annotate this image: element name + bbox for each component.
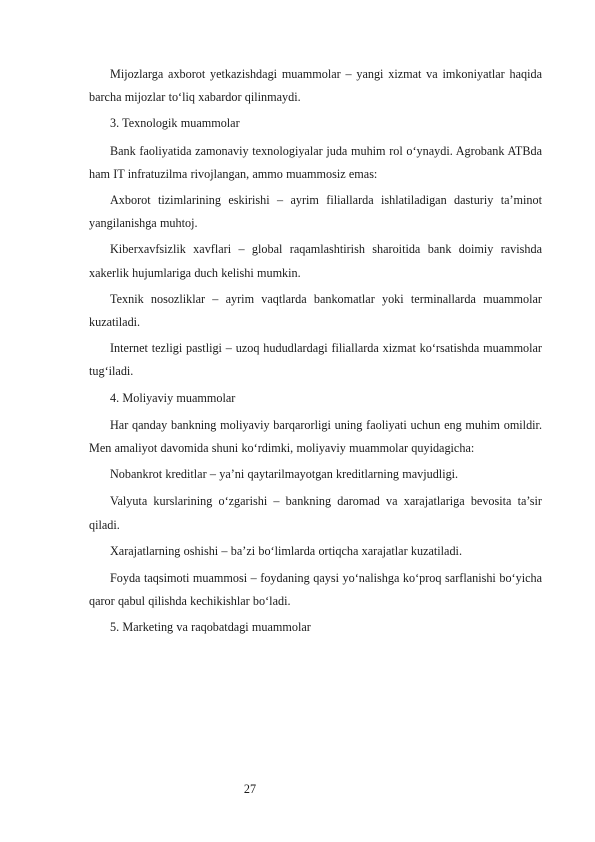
paragraph-outdated-systems: Axborot tizimlarining eskirishi – ayrim filiallarda ishlatiladigan dasturiy ta’minot yangilanishga muhtoj.	[89, 193, 542, 231]
paragraph-bad-loans: Nobankrot kreditlar – ya’ni qaytarilmayotgan kreditlarning mavjudligi.	[110, 467, 459, 482]
paragraph-profit-distribution: Foyda taqsimoti muammosi – foydaning qaysi yo‘nalishga ko‘proq sarflanishi bo‘yicha qaror qabul qilishda kechikishlar bo‘ladi.	[89, 571, 542, 609]
paragraph-technology-intro: Bank faoliyatida zamonaviy texnologiyalar juda muhim rol o‘ynaydi. Agrobank ATBda ham IT infratuzilma rivojlangan, ammo muammosiz emas:	[89, 143, 542, 181]
paragraph-internet-speed: Internet tezligi pastligi – uzoq hududlardagi filiallarda xizmat ko‘rsatishda muammolar tug‘iladi.	[89, 341, 542, 379]
paragraph-currency-rates: Valyuta kurslarining o‘zgarishi – bankning daromad va xarajatlariga bevosita ta’sir qiladi.	[89, 494, 542, 532]
paragraph-cybersecurity: Kiberxavfsizlik xavflari – global raqamlashtirish sharoitida bank doimiy ravishda xakerlik hujumlariga duch kelishi mumkin.	[89, 242, 542, 280]
page-body	[89, 63, 542, 644]
heading-marketing-problems: 5. Marketing va raqobatdagi muammolar	[110, 620, 311, 635]
heading-financial-problems: 4. Moliyaviy muammolar	[110, 390, 236, 405]
paragraph-rising-costs: Xarajatlarning oshishi – ba’zi bo‘limlarda ortiqcha xarajatlar kuzatiladi.	[110, 543, 462, 558]
heading-technical-problems: 3. Texnologik muammolar	[110, 116, 240, 131]
paragraph-technical-failures: Texnik nosozliklar – ayrim vaqtlarda bankomatlar yoki terminallarda muammolar kuzatiladi.	[89, 291, 542, 330]
paragraph-client-info: Mijozlarga axborot yetkazishdagi muammolar – yangi xizmat va imkoniyatlar haqida barcha mijozlar to‘liq xabardor qilinmaydi.	[89, 67, 542, 105]
paragraph-financial-intro: Har qanday bankning moliyaviy barqarorligi uning faoliyati uchun eng muhim omildir. Men amaliyot davomida shuni ko‘rdimki, moliyaviy muammolar quyidagicha:	[89, 417, 542, 456]
page-number: 27	[243, 782, 257, 796]
